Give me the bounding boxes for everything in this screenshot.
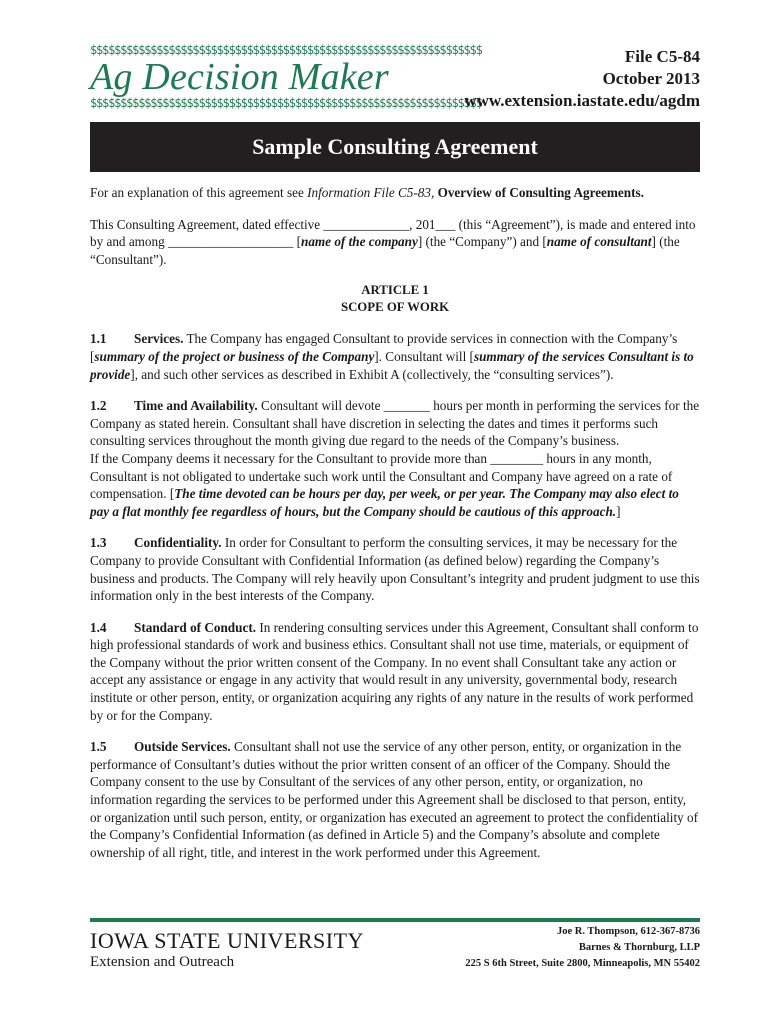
- logo-pattern-top: $$$$$$$$$$$$$$$$$$$$$$$$$$$$$$$$$$$$$$$$$$$$$$$$$$$$$$$$$$$$$$$$$: [90, 43, 482, 57]
- logo-pattern-bottom: $$$$$$$$$$$$$$$$$$$$$$$$$$$$$$$$$$$$$$$$$$$$$$$$$$$$$$$$$$$$$$$$$: [90, 96, 482, 110]
- section-text: ]. Consultant will [: [374, 348, 474, 364]
- intro-text: For an explanation of this agreement see: [90, 185, 308, 200]
- section-1-1: [90, 330, 700, 383]
- section-text: The Company has engaged Consultant to provide services in connection with the Company’s [: [90, 331, 678, 364]
- document-title: Sample Consulting Agreement: [252, 134, 538, 159]
- file-url[interactable]: www.extension.iastate.edu/agdm: [464, 91, 700, 110]
- section-placeholder: summary of the project or business of the Company: [94, 348, 375, 364]
- footer-divider: [90, 918, 700, 922]
- intro-reference[interactable]: Information File C5-83,: [307, 185, 435, 200]
- preamble-paragraph: [90, 216, 700, 269]
- section-text: In rendering consulting services under this Agreement, Consultant shall conform to high professional standards of work and business ethics. Consultant shall not use time, materials, or equipment of the Company without the prior written consent of the Company. In no event shall Consultant take any action or accept any assistance or engage in any activity that would result in any university, governmental body, research institute or other person, entity, or organization acquiring any rights of any nature in the results of work performed by or for the Company.: [90, 619, 699, 723]
- intro-paragraph: [90, 184, 700, 202]
- section-1-5: [90, 738, 700, 861]
- section-title: Outside Services.: [134, 739, 231, 755]
- intro-title-ref: Overview of Consulting Agreements.: [434, 185, 644, 200]
- section-1-3: [90, 534, 700, 604]
- section-number: 1.5: [90, 739, 107, 755]
- section-1-4: [90, 619, 700, 725]
- section-text: ], and such other services as described in Exhibit A (collectively, the “consulting services”).: [130, 366, 614, 382]
- university-name: IOWA STATE UNIVERSITY: [90, 928, 364, 953]
- author-contact: [465, 924, 700, 972]
- file-info: [464, 46, 700, 112]
- contact-firm: Barnes & Thornburg, LLP: [578, 942, 700, 953]
- section-text: In order for Consultant to perform the consulting services, it may be necessary for the Company to provide Consultant with Confidential Information (as defined below) regarding the Company’s business and products. The Company will rely heavily upon Consultant’s integrity and prudent judgment to use this information only in the best interests of the Company.: [90, 535, 700, 604]
- preamble-text-e: ] (the “Consultant”).: [90, 234, 680, 267]
- document-title-band: [90, 122, 700, 172]
- preamble-company-placeholder: name of the company: [300, 234, 418, 250]
- section-title: Standard of Conduct.: [134, 619, 257, 635]
- preamble-consultant-placeholder: name of consultant: [546, 234, 652, 250]
- section-number: 1.2: [90, 398, 107, 414]
- section-number: 1.1: [90, 331, 107, 347]
- section-placeholder: The time devoted can be hours per day, per week, or per year. The Company may also elect to pay a flat monthly fee regardless of hours, but the Company should be cautious of this approach.: [90, 486, 679, 519]
- section-title: Time and Availability.: [134, 398, 258, 414]
- section-1-2-continued: [90, 450, 700, 520]
- article-number: ARTICLE 1: [361, 283, 429, 298]
- document-body: [90, 184, 700, 875]
- section-1-2: [90, 397, 700, 450]
- preamble-text-a: This Consulting Agreement, dated effective _____________, 201___ (this “Agreement”), is made and entered into by and among ___________________ [: [90, 216, 696, 250]
- section-title: Services.: [134, 331, 184, 347]
- ag-decision-maker-logo: [90, 43, 482, 110]
- contact-name: Joe R. Thompson, 612-367-8736: [556, 926, 700, 937]
- preamble-text-c: ] (the “Company”) and [: [417, 234, 547, 250]
- section-title: Confidentiality.: [134, 535, 222, 551]
- article-heading: [90, 282, 700, 316]
- section-placeholder: summary of the services Consultant is to provide: [90, 348, 694, 382]
- section-number: 1.3: [90, 535, 107, 551]
- file-number: File C5-84: [624, 47, 700, 66]
- section-text: Consultant will devote _______ hours per month in performing the services for the Company as stated herein. Consultant shall have discretion in selecting the dates and times it performs such consulting services throughout the month giving due regard to the needs of the Company’s business.: [90, 398, 700, 449]
- isu-logo: [90, 929, 364, 971]
- article-title: SCOPE OF WORK: [340, 300, 450, 315]
- section-number: 1.4: [90, 619, 107, 635]
- file-date: October 2013: [602, 69, 700, 88]
- section-text: If the Company deems it necessary for the Consultant to provide more than ________ hours in any month, Consultant is not obligated to undertake such work until the Consultant and Company have agreed on a rate of compensation. [: [90, 450, 673, 502]
- logo-title: Ag Decision Maker: [90, 56, 389, 98]
- contact-address: 225 S 6th Street, Suite 2800, Minneapolis, MN 55402: [465, 958, 700, 969]
- extension-unit: Extension and Outreach: [90, 954, 235, 970]
- section-text: Consultant shall not use the service of any other person, entity, or organization in the performance of Consultant’s duties without the prior written consent of an officer of the Company. Should the Company consent to the use by Consultant of the services of any other person, entity, or organization, no information regarding the services to be performed under this Agreement shall be disclosed to that person, entity, or organization until such person, entity, or organization has executed an agreement to protect the confidentiality of the Company’s Confidential Information (as defined in Article 5) and the Company’s absolute and complete ownership of all right, title, and interest in the work performed under this Agreement.: [90, 739, 699, 860]
- section-text: ]: [616, 503, 621, 519]
